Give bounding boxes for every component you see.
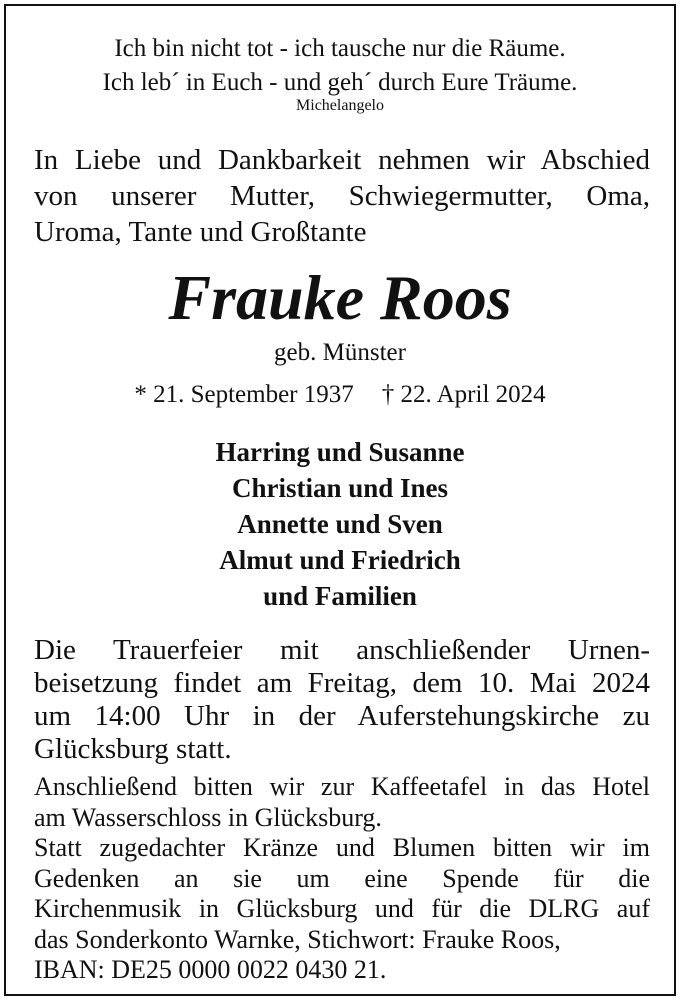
birth-name: geb. Münster xyxy=(274,339,406,366)
service-details xyxy=(34,634,650,766)
mourner-line: Annette und Sven xyxy=(237,509,443,539)
mourner-line: Harring und Susanne xyxy=(215,437,465,467)
mourners-list xyxy=(6,434,674,614)
iban-line: IBAN: DE25 0000 0022 0430 21. xyxy=(34,955,387,984)
service-line: Glücksburg statt. xyxy=(34,733,232,765)
intro-line: von unserer Mutter, Schwiegermutter, Oma, xyxy=(34,180,650,212)
after-line: Statt zugedachter Kränze und Blumen bitten wir im xyxy=(34,833,650,862)
birth-date: * 21. September 1937 xyxy=(134,381,354,408)
death-date: † 22. April 2024 xyxy=(381,381,546,408)
after-service-details xyxy=(34,772,650,986)
mourner-line: Christian und Ines xyxy=(231,473,449,503)
obituary-notice xyxy=(4,4,676,996)
mourner-line: und Familien xyxy=(263,581,417,611)
quote xyxy=(6,32,674,100)
after-line: Kirchenmusik in Glücksburg und für die DLRG auf xyxy=(34,894,650,923)
service-line: Die Trauerfeier mit anschließender Urnen- xyxy=(34,634,650,666)
intro-text xyxy=(34,142,650,250)
after-line: am Wasserschloss in Glücksburg. xyxy=(34,802,382,832)
quote-line: Ich leb´ in Euch - und geh´ durch Eure Träume. xyxy=(102,69,578,96)
intro-line: Uroma, Tante und Großtante xyxy=(34,216,367,248)
service-line: um 14:00 Uhr in der Auferstehungskirche zu xyxy=(34,700,650,732)
after-line: das Sonderkonto Warnke, Stichwort: Frauke Roos, xyxy=(34,924,561,954)
service-line: beisetzung findet am Freitag, dem 10. Mai 2024 xyxy=(34,667,650,699)
after-line: Gedenken an sie um eine Spende für die xyxy=(34,863,650,893)
life-dates xyxy=(6,380,674,410)
intro-line: In Liebe und Dankbarkeit nehmen wir Abschied xyxy=(34,144,650,176)
mourner-line: Almut und Friedrich xyxy=(219,545,461,575)
after-line: Anschließend bitten wir zur Kaffeetafel in das Hotel xyxy=(34,772,650,801)
quote-line: Ich bin nicht tot - ich tausche nur die Räume. xyxy=(114,35,566,62)
deceased-name: Frauke Roos xyxy=(168,262,512,333)
quote-author: Michelangelo xyxy=(296,97,384,114)
